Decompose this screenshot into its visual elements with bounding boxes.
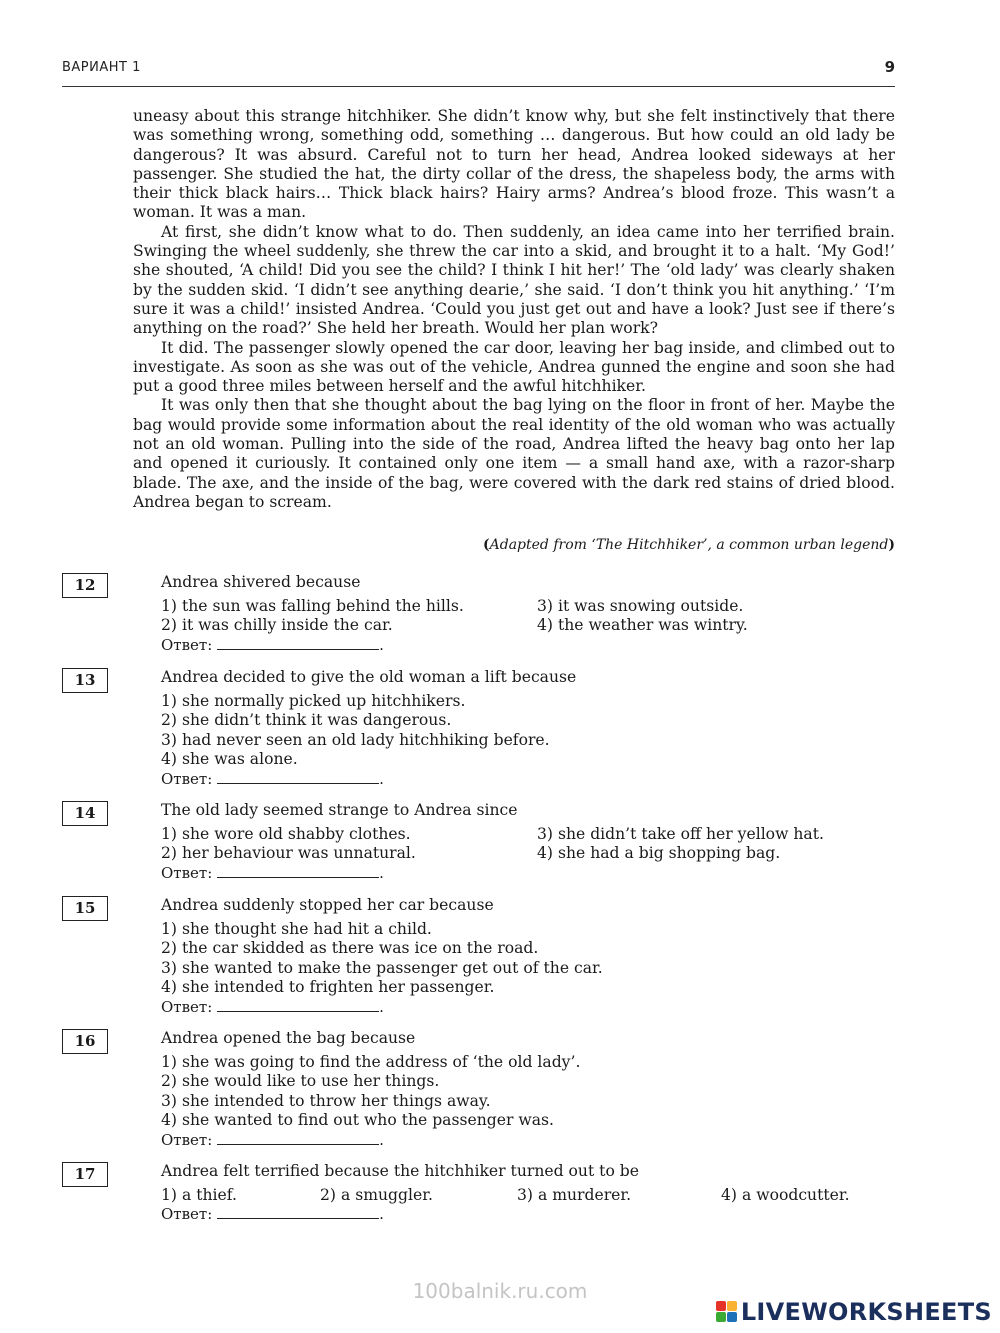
- story-paragraph: It was only then that she thought about the bag lying on the floor in front of her. Maybe the bag would provide some information about the real identity of the old woman who was actually not an old woman. Pulling into the side of the road, Andrea lifted the heavy bag onto her lap and opened it curiously. It contained only one item — a small hand axe, with a razor-sharp blade. The axe, and the inside of the bag, were covered with the dark red stains of dried blood. Andrea began to scream.: [133, 396, 895, 511]
- watermark-text: 100balnik.ru.com: [412, 1279, 588, 1303]
- answer-row: Ответ: .: [161, 769, 384, 788]
- option[interactable]: 1) the sun was falling behind the hills.: [161, 596, 464, 615]
- page-number: 9: [884, 58, 895, 76]
- story-text: [133, 107, 895, 512]
- task-number: 15: [62, 896, 108, 921]
- option[interactable]: 3) she intended to throw her things away.: [161, 1091, 491, 1110]
- option[interactable]: 3) had never seen an old lady hitchhiking before.: [161, 730, 550, 749]
- source-close-paren: ): [888, 537, 895, 553]
- source-text: Adapted from ‘The Hitchhiker’, a common urban legend: [489, 537, 889, 553]
- task-number: 14: [62, 801, 108, 826]
- answer-row: Ответ: .: [161, 1130, 384, 1149]
- answer-label: Ответ:: [161, 1205, 213, 1223]
- option[interactable]: 1) she normally picked up hitchhikers.: [161, 691, 466, 710]
- option[interactable]: 3) she wanted to make the passenger get out of the car.: [161, 958, 603, 977]
- liveworksheets-logo[interactable]: [716, 1298, 992, 1326]
- page-header: [62, 58, 895, 87]
- answer-label: Ответ:: [161, 1130, 213, 1149]
- answer-label: Ответ:: [161, 635, 213, 654]
- option[interactable]: 2) her behaviour was unnatural.: [161, 844, 416, 862]
- answer-row: Ответ: .: [161, 997, 384, 1016]
- source-open-paren: (: [483, 537, 490, 553]
- option[interactable]: 2) she didn’t think it was dangerous.: [161, 711, 452, 729]
- option[interactable]: 4) a woodcutter.: [721, 1185, 850, 1204]
- task-question: Andrea decided to give the old woman a lift because: [161, 668, 577, 686]
- option[interactable]: 4) she wanted to find out who the passenger was.: [161, 1111, 554, 1129]
- answer-label: Ответ:: [161, 769, 213, 788]
- brand-name: LIVEWORKSHEETS: [740, 1298, 992, 1326]
- option[interactable]: 4) the weather was wintry.: [537, 616, 748, 634]
- task-question: Andrea felt terrified because the hitchhiker turned out to be: [161, 1162, 640, 1180]
- option[interactable]: 2) the car skidded as there was ice on the road.: [161, 939, 539, 957]
- option[interactable]: 3) she didn’t take off her yellow hat.: [537, 824, 824, 843]
- story-paragraph: It did. The passenger slowly opened the car door, leaving her bag inside, and climbed out to investigate. As soon as she was out of the vehicle, Andrea gunned the engine and soon she had put a good three miles between herself and the awful hitchhiker.: [133, 338, 895, 396]
- answer-label: Ответ:: [161, 863, 213, 882]
- option[interactable]: 2) a smuggler.: [320, 1185, 433, 1204]
- answer-input[interactable]: [217, 770, 379, 784]
- task-question: Andrea shivered because: [161, 573, 361, 591]
- answer-input[interactable]: [217, 864, 379, 878]
- answer-input[interactable]: [217, 998, 379, 1012]
- option[interactable]: 2) she would like to use her things.: [161, 1072, 440, 1090]
- answer-input[interactable]: [217, 1131, 379, 1145]
- option[interactable]: 4) she had a big shopping bag.: [537, 844, 781, 862]
- option[interactable]: 2) it was chilly inside the car.: [161, 616, 393, 634]
- option[interactable]: 1) she thought she had hit a child.: [161, 919, 432, 938]
- liveworksheets-grid-icon: [716, 1300, 738, 1324]
- task-question: Andrea opened the bag because: [161, 1029, 416, 1047]
- option[interactable]: 1) a thief.: [161, 1185, 237, 1204]
- option[interactable]: 4) she was alone.: [161, 750, 298, 768]
- story-paragraph: At first, she didn’t know what to do. Then suddenly, an idea came into her terrified brain. Swinging the wheel suddenly, she threw the car into a skid, and brought it to a halt. ‘My God!’ she shouted, ‘A child! Did you see the child? I think I hit her!’ The ‘old lady’ was clearly shaken by the sudden skid. ‘I didn’t see anything dearie,’ she said. ‘I don’t think you hit anything.’ ‘I’m sure it was a child!’ insisted Andrea. ‘Could you just get out and have a look? Just see if there’s anything on the road?’ She held her breath. Would her plan work?: [133, 222, 895, 338]
- task-question: The old lady seemed strange to Andrea since: [161, 801, 518, 819]
- option[interactable]: 1) she was going to find the address of ‘the old lady’.: [161, 1052, 581, 1071]
- answer-row: Ответ: .: [161, 863, 384, 882]
- task-number: 17: [62, 1162, 108, 1187]
- task-number: 12: [62, 573, 108, 598]
- option[interactable]: 4) she intended to frighten her passenger.: [161, 978, 495, 996]
- option[interactable]: 3) a murderer.: [517, 1185, 632, 1204]
- answer-label: Ответ:: [161, 997, 213, 1016]
- answer-input[interactable]: [217, 636, 379, 650]
- answer-row: Ответ: .: [161, 635, 384, 654]
- source-citation: [483, 537, 895, 553]
- option[interactable]: 3) it was snowing outside.: [537, 596, 744, 615]
- answer-input[interactable]: [217, 1205, 379, 1219]
- answer-row: Ответ: .: [161, 1205, 384, 1223]
- task-number: 13: [62, 668, 108, 693]
- story-paragraph: uneasy about this strange hitchhiker. She didn’t know why, but she felt instinctively that there was something wrong, something odd, something … dangerous. But how could an old lady be dangerous? It was absurd. Careful not to turn her head, Andrea looked sideways at her passenger. She studied the hat, the dirty collar of the dress, the shapeless body, the arms with their thick black hairs… Thick black hairs? Hairy arms? Andrea’s blood froze. This wasn’t a woman. It was a man.: [133, 107, 895, 222]
- option[interactable]: 1) she wore old shabby clothes.: [161, 824, 411, 843]
- task-question: Andrea suddenly stopped her car because: [161, 896, 494, 914]
- variant-label: ВАРИАНТ 1: [62, 60, 141, 75]
- task-number: 16: [62, 1029, 108, 1054]
